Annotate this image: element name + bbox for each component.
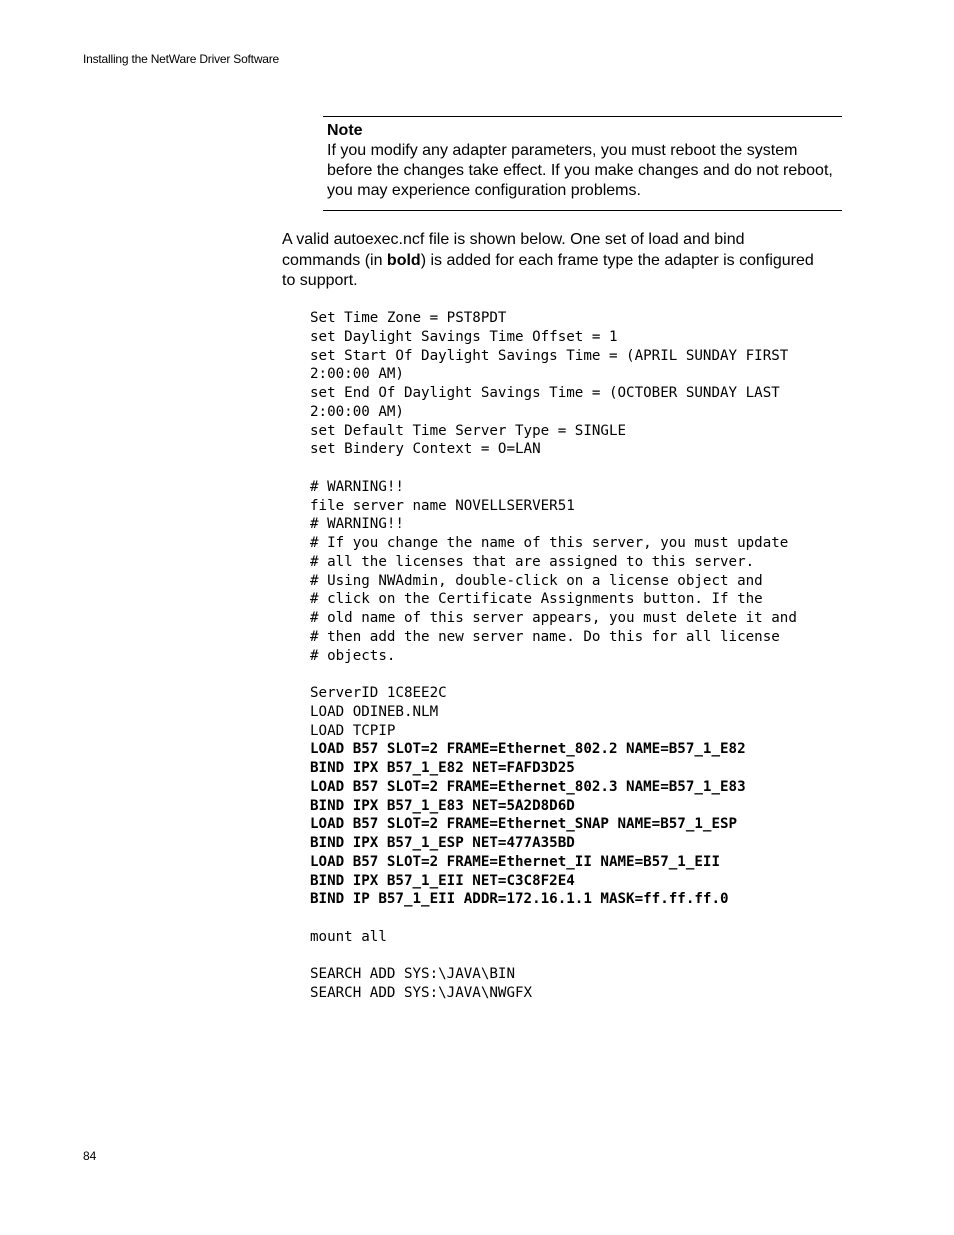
code-line: # WARNING!!: [310, 516, 404, 533]
note-title: Note: [327, 122, 363, 139]
running-header: Installing the NetWare Driver Software: [83, 52, 280, 66]
code-line: # WARNING!!: [310, 478, 404, 495]
code-line: LOAD B57 SLOT=2 FRAME=Ethernet_SNAP NAME=B57_1_ESP: [310, 816, 738, 833]
code-line: SEARCH ADD SYS:\JAVA\NWGFX: [310, 985, 533, 1001]
code-line: mount all: [310, 928, 387, 945]
code-line: BIND IPX B57_1_EII NET=C3C8F2E4: [310, 872, 575, 889]
code-line: set Default Time Server Type = SINGLE: [310, 422, 627, 439]
code-blank-line: [310, 665, 850, 684]
code-line: LOAD B57 SLOT=2 FRAME=Ethernet_II NAME=B57_1_EII: [310, 853, 720, 870]
code-line: # old name of this server appears, you must delete it and: [310, 610, 797, 626]
code-line: # Using NWAdmin, double-click on a license object and: [310, 572, 763, 589]
code-line: set End Of Daylight Savings Time = (OCTOBER SUNDAY LAST: [310, 385, 780, 401]
code-line: LOAD TCPIP: [310, 722, 396, 739]
code-blank-line: [310, 947, 850, 966]
code-blank-line: [310, 459, 850, 478]
code-line: # all the licenses that are assigned to this server.: [310, 553, 755, 570]
code-line: set Daylight Savings Time Offset = 1: [310, 328, 618, 345]
code-line: 2:00:00 AM): [310, 366, 404, 383]
code-line: LOAD B57 SLOT=2 FRAME=Ethernet_802.3 NAME=B57_1_E83: [310, 778, 746, 795]
code-line: LOAD B57 SLOT=2 FRAME=Ethernet_802.2 NAME=B57_1_E82: [310, 741, 746, 758]
code-line: BIND IPX B57_1_E83 NET=5A2D8D6D: [310, 797, 575, 814]
note-body: If you modify any adapter parameters, you must reboot the system before the changes take effect. If you make changes and do not reboot, you may experience configuration problems.: [327, 142, 833, 199]
code-blank-line: [310, 909, 850, 928]
code-line: # then add the new server name. Do this for all license: [310, 628, 780, 645]
autoexec-code-listing: [310, 309, 850, 1003]
code-line: # objects.: [310, 647, 396, 664]
intro-bold-word: bold: [386, 251, 421, 269]
code-line: set Start Of Daylight Savings Time = (APRIL SUNDAY FIRST: [310, 347, 789, 364]
code-line: BIND IPX B57_1_ESP NET=477A35BD: [310, 835, 575, 851]
code-line: ServerID 1C8EE2C: [310, 685, 447, 701]
code-line: SEARCH ADD SYS:\JAVA\BIN: [310, 966, 515, 983]
code-line: Set Time Zone = PST8PDT: [310, 310, 507, 326]
code-line: LOAD ODINEB.NLM: [310, 703, 439, 720]
code-line: BIND IPX B57_1_E82 NET=FAFD3D25: [310, 760, 575, 776]
code-line: BIND IP B57_1_EII ADDR=172.16.1.1 MASK=ff.ff.ff.0: [310, 891, 729, 908]
code-line: 2:00:00 AM): [310, 403, 404, 420]
code-line: # If you change the name of this server, you must update: [310, 535, 789, 551]
intro-text-end: ) is added for each frame type the adapter is configured to support.: [282, 251, 814, 289]
intro-paragraph: [282, 230, 822, 292]
code-line: # click on the Certificate Assignments button. If the: [310, 591, 763, 608]
code-line: file server name NOVELLSERVER51: [310, 497, 575, 514]
code-line: set Bindery Context = O=LAN: [310, 441, 541, 458]
intro-text-start: A valid autoexec.ncf file is shown below. One set of load and bind commands (in: [282, 231, 745, 269]
page-number: 84: [83, 1149, 97, 1163]
note-box: [323, 116, 842, 211]
